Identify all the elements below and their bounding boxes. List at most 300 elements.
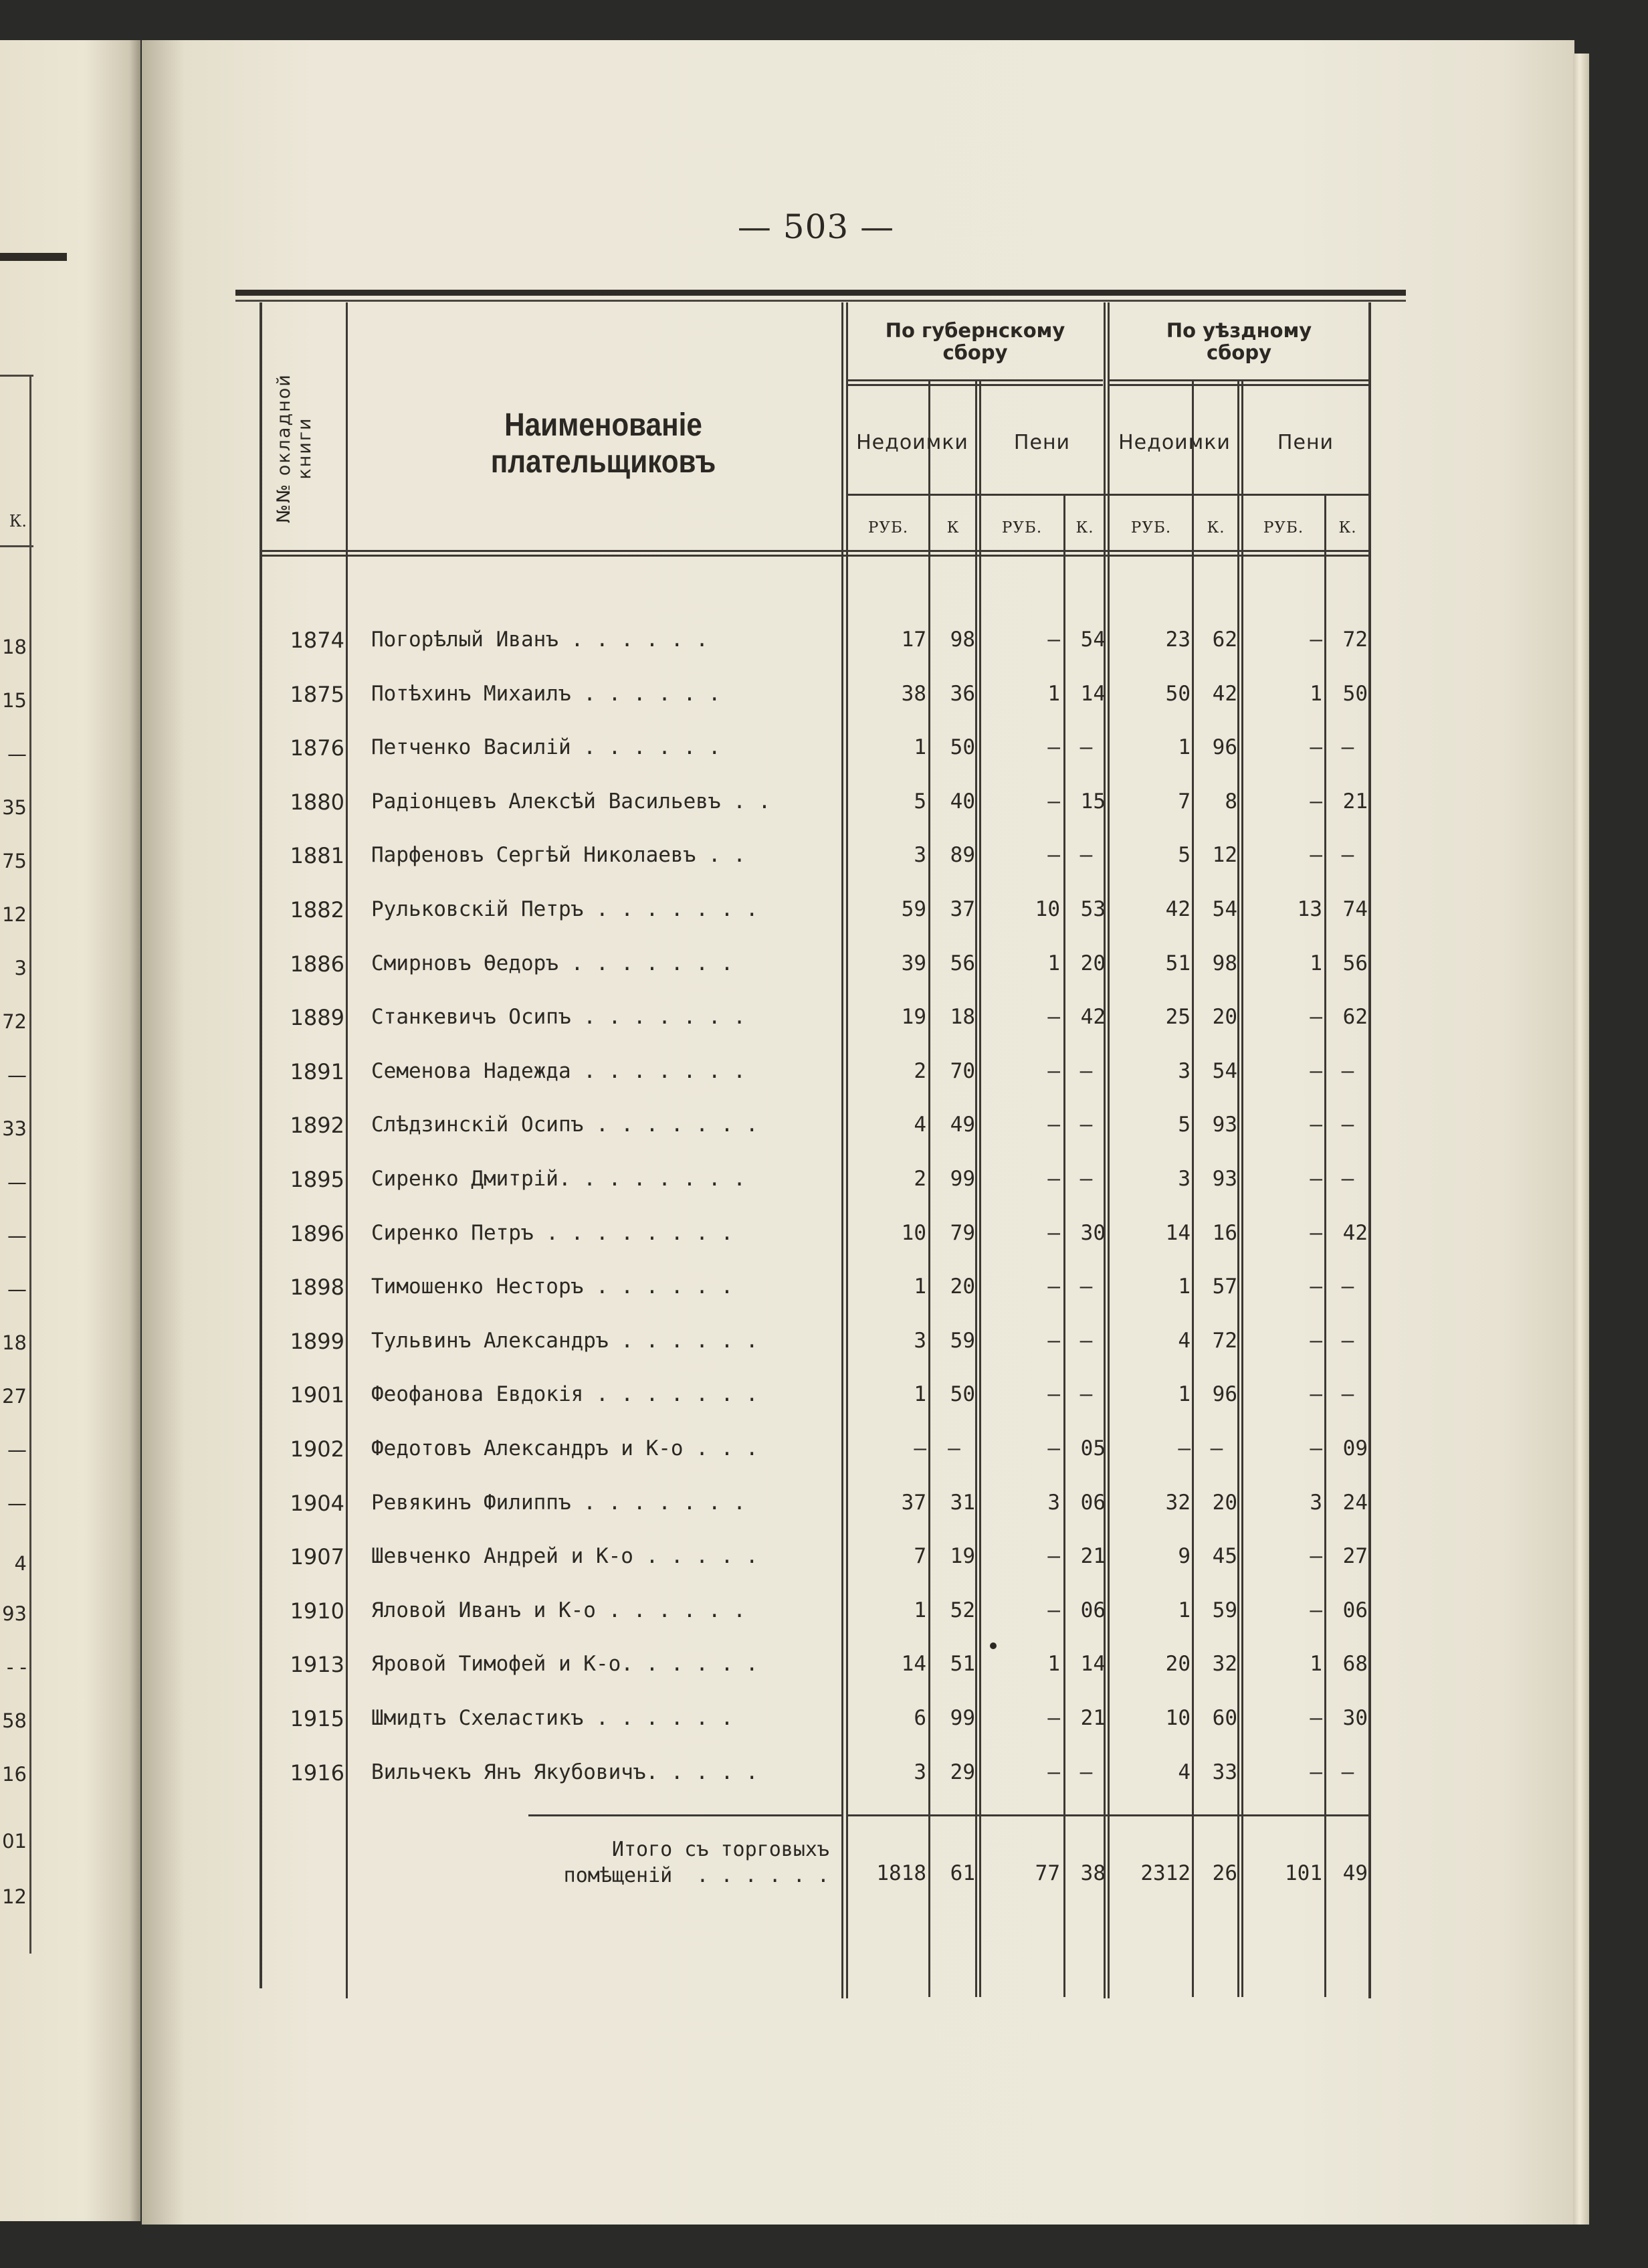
district-arrears-kop: 8: [1225, 789, 1237, 814]
previous-page-value: 18: [2, 636, 27, 658]
payer-name: Шмидтъ Схеластикъ . . . . . .: [371, 1706, 734, 1730]
table-row: [0, 682, 1648, 722]
provincial-arrears-kop: 50: [950, 1382, 975, 1406]
table-row: [0, 735, 1648, 775]
provincial-penalty-kop: 14: [1080, 682, 1106, 706]
table-row: [0, 1436, 1648, 1477]
district-arrears-kop: 16: [1212, 1221, 1237, 1245]
provincial-arrears-kop: 37: [950, 897, 975, 921]
district-arrears-kop: 33: [1212, 1760, 1237, 1784]
provincial-penalty-rub: —: [1047, 1274, 1060, 1299]
district-penalty-rub: —: [1310, 789, 1322, 814]
district-penalty-kop: —: [1341, 1167, 1354, 1191]
ledger-number: 1901: [290, 1382, 344, 1408]
payer-name: Феофанова Евдокія . . . . . . .: [371, 1382, 758, 1406]
kop-header: К.: [1338, 519, 1357, 537]
district-penalty-rub: —: [1310, 1167, 1322, 1191]
rub-header: РУБ.: [1001, 519, 1043, 537]
payer-name: Сиренко Петръ . . . . . . . .: [371, 1221, 734, 1245]
district-arrears-rub: 14: [1165, 1221, 1191, 1245]
kop-header: К.: [1207, 519, 1225, 537]
district-arrears-rub: 1: [1178, 735, 1191, 759]
provincial-arrears-kop: 98: [950, 628, 975, 652]
total-provincial-penalty-rub: 77: [1035, 1861, 1060, 1885]
provincial-arrears-rub: 14: [901, 1652, 926, 1676]
previous-page-value: 12: [2, 1885, 27, 1908]
previous-page-value: —: [7, 743, 27, 765]
district-penalty-kop: —: [1341, 1382, 1354, 1406]
district-penalty-rub: —: [1310, 843, 1322, 867]
district-penalty-rub: —: [1310, 1274, 1322, 1299]
previous-page-value: 4: [14, 1552, 27, 1575]
table-row: [0, 1221, 1648, 1261]
district-arrears-rub: 51: [1165, 951, 1191, 975]
provincial-arrears-header: Недоимки: [856, 431, 968, 454]
total-provincial-arrears-rub: 1818: [876, 1861, 926, 1885]
provincial-arrears-kop: 29: [950, 1760, 975, 1784]
table-row: [0, 1113, 1648, 1153]
district-arrears-rub: 3: [1178, 1167, 1191, 1191]
ledger-number: 1875: [290, 682, 344, 707]
provincial-levy-header: По губернскому сбору: [885, 319, 1065, 365]
district-arrears-header: Недоимки: [1118, 431, 1231, 454]
table-row: [0, 628, 1648, 668]
payer-name: Станкевичъ Осипъ . . . . . . .: [371, 1005, 746, 1029]
district-penalty-rub: —: [1310, 1706, 1322, 1730]
ledger-number: 1898: [290, 1274, 344, 1300]
payer-name: Парфеновъ Сергѣй Николаевъ . .: [371, 843, 746, 867]
provincial-penalty-kop: —: [1079, 843, 1093, 867]
ledger-number: 1882: [290, 897, 344, 923]
payer-name: Федотовъ Александръ и К-о . . .: [371, 1436, 758, 1460]
district-penalty-kop: 24: [1342, 1491, 1368, 1515]
provincial-penalty-kop: —: [1079, 1760, 1093, 1784]
provincial-arrears-rub: 17: [901, 628, 926, 652]
provincial-arrears-kop: 89: [950, 843, 975, 867]
provincial-penalty-rub: —: [1047, 789, 1060, 814]
previous-page-value: 72: [2, 1010, 27, 1033]
provincial-arrears-rub: 4: [914, 1113, 926, 1137]
payer-name: Слѣдзинскій Осипъ . . . . . . .: [371, 1113, 758, 1137]
payer-name: Вильчекъ Янъ Якубовичъ. . . . .: [371, 1760, 758, 1784]
district-arrears-kop: 72: [1212, 1329, 1237, 1353]
provincial-arrears-rub: 1: [914, 1598, 926, 1622]
district-arrears-kop: 20: [1212, 1491, 1237, 1515]
total-district-penalty-rub: 101: [1285, 1861, 1322, 1885]
payer-name: Радіонцевъ Алексѣй Васильевъ . .: [371, 789, 771, 814]
ink-speck: [990, 1642, 997, 1649]
provincial-arrears-rub: 2: [914, 1059, 926, 1083]
ledger-number: 1913: [290, 1652, 344, 1677]
district-arrears-kop: 54: [1212, 1059, 1237, 1083]
district-arrears-rub: 50: [1165, 682, 1191, 706]
district-penalty-kop: —: [1341, 1113, 1354, 1137]
previous-page-value: 18: [2, 1331, 27, 1354]
rub-header: РУБ.: [867, 519, 909, 537]
previous-page-value: 27: [2, 1385, 27, 1408]
district-penalty-kop: 50: [1342, 682, 1368, 706]
provincial-arrears-kop: 99: [950, 1706, 975, 1730]
district-arrears-kop: 62: [1212, 628, 1237, 652]
table-row: [0, 897, 1648, 937]
provincial-penalty-kop: —: [1079, 1113, 1093, 1137]
district-penalty-rub: —: [1310, 1544, 1322, 1568]
provincial-penalty-rub: —: [1047, 1706, 1060, 1730]
provincial-arrears-rub: 5: [914, 789, 926, 814]
provincial-penalty-header: Пени: [1013, 431, 1071, 454]
provincial-arrears-rub: —: [914, 1436, 926, 1460]
district-penalty-kop: 74: [1342, 897, 1368, 921]
district-arrears-kop: 96: [1212, 735, 1237, 759]
total-district-arrears-kop: 26: [1212, 1861, 1237, 1885]
ledger-number: 1886: [290, 951, 344, 977]
ledger-number: 1902: [290, 1436, 344, 1462]
provincial-arrears-rub: 19: [901, 1005, 926, 1029]
provincial-penalty-rub: —: [1047, 1113, 1060, 1137]
district-arrears-kop: 59: [1212, 1598, 1237, 1622]
previous-page-value: —: [7, 1438, 27, 1461]
previous-page-rule: [0, 375, 33, 377]
district-penalty-kop: 68: [1342, 1652, 1368, 1676]
kop-header: К.: [1075, 519, 1094, 537]
previous-page-value: 35: [2, 796, 27, 819]
provincial-penalty-rub: —: [1047, 1221, 1060, 1245]
provincial-arrears-kop: 31: [950, 1491, 975, 1515]
provincial-arrears-kop: 40: [950, 789, 975, 814]
provincial-arrears-rub: 37: [901, 1491, 926, 1515]
district-arrears-rub: 1: [1178, 1274, 1191, 1299]
provincial-arrears-kop: 56: [950, 951, 975, 975]
payer-name: Смирновъ Өедоръ . . . . . . .: [371, 951, 734, 975]
provincial-penalty-kop: 20: [1080, 951, 1106, 975]
district-penalty-rub: —: [1310, 1329, 1322, 1353]
district-arrears-rub: 5: [1178, 843, 1191, 867]
district-penalty-rub: 1: [1310, 682, 1322, 706]
previous-page-value: 93: [2, 1602, 27, 1625]
district-arrears-rub: 1: [1178, 1598, 1191, 1622]
district-arrears-kop: 98: [1212, 951, 1237, 975]
provincial-arrears-kop: 52: [950, 1598, 975, 1622]
district-arrears-rub: 23: [1165, 628, 1191, 652]
provincial-penalty-rub: —: [1047, 735, 1060, 759]
table-row: [0, 1491, 1648, 1531]
district-penalty-kop: —: [1341, 1760, 1354, 1784]
previous-page-value: —: [7, 1064, 27, 1086]
ledger-number: 1880: [290, 789, 344, 815]
district-penalty-rub: 1: [1310, 951, 1322, 975]
provincial-arrears-rub: 1: [914, 1274, 926, 1299]
provincial-penalty-kop: 42: [1080, 1005, 1106, 1029]
table-row: [0, 951, 1648, 991]
provincial-arrears-rub: 2: [914, 1167, 926, 1191]
provincial-arrears-rub: 38: [901, 682, 926, 706]
previous-page-value: —: [7, 1278, 27, 1301]
table-row: [0, 843, 1648, 883]
district-levy-header: По уѣздному сбору: [1166, 319, 1312, 365]
previous-page-value: 75: [2, 850, 27, 872]
district-penalty-rub: —: [1310, 1059, 1322, 1083]
district-arrears-kop: 96: [1212, 1382, 1237, 1406]
provincial-arrears-kop: 19: [950, 1544, 975, 1568]
district-penalty-kop: —: [1341, 1274, 1354, 1299]
provincial-arrears-kop: 99: [950, 1167, 975, 1191]
previous-page-value: 3: [14, 957, 27, 979]
district-penalty-kop: —: [1341, 843, 1354, 867]
table-row: [0, 1005, 1648, 1045]
district-arrears-kop: 45: [1212, 1544, 1237, 1568]
provincial-penalty-kop: —: [1079, 1329, 1093, 1353]
provincial-penalty-rub: —: [1047, 1167, 1060, 1191]
rub-header: РУБ.: [1130, 519, 1172, 537]
district-penalty-rub: —: [1310, 1760, 1322, 1784]
table-row: [0, 1598, 1648, 1638]
previous-page-value: —: [7, 1492, 27, 1515]
provincial-penalty-rub: —: [1047, 843, 1060, 867]
provincial-penalty-rub: —: [1047, 1544, 1060, 1568]
ledger-number: 1876: [290, 735, 344, 761]
district-penalty-kop: 42: [1342, 1221, 1368, 1245]
district-penalty-kop: 09: [1342, 1436, 1368, 1460]
provincial-arrears-kop: 50: [950, 735, 975, 759]
previous-page-kop-header: К.: [9, 512, 27, 531]
previous-page-rule: [0, 545, 33, 547]
provincial-arrears-rub: 10: [901, 1221, 926, 1245]
table-row: [0, 1167, 1648, 1207]
total-provincial-arrears-kop: 61: [950, 1861, 975, 1885]
ledger-number: 1915: [290, 1706, 344, 1731]
total-district-arrears-rub: 2312: [1140, 1861, 1191, 1885]
district-penalty-rub: 13: [1297, 897, 1322, 921]
provincial-penalty-rub: 10: [1035, 897, 1060, 921]
payer-name: Яровой Тимофей и К-о. . . . . .: [371, 1652, 758, 1676]
provincial-penalty-kop: 54: [1080, 628, 1106, 652]
provincial-arrears-kop: 36: [950, 682, 975, 706]
provincial-arrears-kop: 59: [950, 1329, 975, 1353]
previous-page-value: 15: [2, 689, 27, 712]
table-row: [0, 1760, 1648, 1800]
previous-page-value: 12: [2, 903, 27, 926]
provincial-penalty-rub: 1: [1047, 1652, 1060, 1676]
provincial-arrears-rub: 1: [914, 1382, 926, 1406]
provincial-arrears-rub: 59: [901, 897, 926, 921]
payer-name: Потѣхинъ Михаилъ . . . . . .: [371, 682, 721, 706]
district-arrears-rub: 32: [1165, 1491, 1191, 1515]
district-arrears-rub: 4: [1178, 1329, 1191, 1353]
ledger-number: 1904: [290, 1491, 344, 1516]
previous-page-value: 33: [2, 1117, 27, 1140]
payer-name: Рульковскій Петръ . . . . . . .: [371, 897, 758, 921]
previous-page-value: —: [7, 1224, 27, 1247]
provincial-penalty-rub: —: [1047, 1436, 1060, 1460]
header-rule: [235, 290, 1406, 296]
ledger-number: 1889: [290, 1005, 344, 1030]
provincial-penalty-kop: 14: [1080, 1652, 1106, 1676]
district-penalty-rub: —: [1310, 1221, 1322, 1245]
district-arrears-rub: 4: [1178, 1760, 1191, 1784]
payer-name: Семенова Надежда . . . . . . .: [371, 1059, 746, 1083]
provincial-penalty-kop: 06: [1080, 1491, 1106, 1515]
district-penalty-kop: —: [1341, 735, 1354, 759]
provincial-arrears-rub: 39: [901, 951, 926, 975]
table-row: [0, 1544, 1648, 1584]
district-penalty-kop: 27: [1342, 1544, 1368, 1568]
district-penalty-rub: —: [1310, 1436, 1322, 1460]
provincial-arrears-rub: 7: [914, 1544, 926, 1568]
district-arrears-kop: 32: [1212, 1652, 1237, 1676]
provincial-penalty-kop: 30: [1080, 1221, 1106, 1245]
district-penalty-kop: —: [1341, 1059, 1354, 1083]
district-penalty-rub: —: [1310, 628, 1322, 652]
district-arrears-kop: —: [1210, 1436, 1223, 1460]
district-penalty-rub: —: [1310, 1382, 1322, 1406]
district-penalty-kop: 30: [1342, 1706, 1368, 1730]
page-number: — 503 —: [737, 207, 895, 246]
provincial-penalty-kop: —: [1079, 1059, 1093, 1083]
district-penalty-rub: —: [1310, 1113, 1322, 1137]
header-rule-thin: [235, 300, 1406, 302]
ledger-number: 1896: [290, 1221, 344, 1246]
district-arrears-kop: 54: [1212, 897, 1237, 921]
table-row: [0, 1652, 1648, 1692]
ledger-number-header: №№ окладной книги: [273, 373, 316, 523]
district-penalty-header: Пени: [1277, 431, 1334, 454]
rub-header: РУБ.: [1263, 519, 1304, 537]
ledger-number: 1907: [290, 1544, 344, 1570]
provincial-arrears-rub: 1: [914, 735, 926, 759]
district-arrears-rub: 20: [1165, 1652, 1191, 1676]
payer-name: Сиренко Дмитрій. . . . . . . .: [371, 1167, 746, 1191]
provincial-arrears-kop: 79: [950, 1221, 975, 1245]
table-row: [0, 1382, 1648, 1422]
payer-name: Ревякинъ Филиппъ . . . . . . .: [371, 1491, 746, 1515]
provincial-arrears-kop: —: [948, 1436, 960, 1460]
district-arrears-rub: 42: [1165, 897, 1191, 921]
district-penalty-kop: 56: [1342, 951, 1368, 975]
ledger-number: 1899: [290, 1329, 344, 1354]
table-row: [0, 1329, 1648, 1369]
total-district-penalty-kop: 49: [1342, 1861, 1368, 1885]
payer-name: Петченко Василій . . . . . .: [371, 735, 721, 759]
payer-name: Тимошенко Несторъ . . . . . .: [371, 1274, 734, 1299]
table-row: [0, 1274, 1648, 1315]
provincial-penalty-kop: 53: [1080, 897, 1106, 921]
provincial-arrears-rub: 3: [914, 1760, 926, 1784]
provincial-arrears-kop: 18: [950, 1005, 975, 1029]
total-row: [0, 1861, 1648, 1901]
district-penalty-rub: 3: [1310, 1491, 1322, 1515]
district-arrears-kop: 93: [1212, 1167, 1237, 1191]
district-arrears-kop: 57: [1212, 1274, 1237, 1299]
previous-page-value: 58: [2, 1709, 27, 1732]
provincial-penalty-kop: 21: [1080, 1544, 1106, 1568]
provincial-penalty-rub: 1: [1047, 951, 1060, 975]
provincial-penalty-rub: —: [1047, 628, 1060, 652]
provincial-penalty-rub: —: [1047, 1005, 1060, 1029]
district-penalty-kop: 06: [1342, 1598, 1368, 1622]
ledger-number: 1895: [290, 1167, 344, 1192]
total-label: Итого съ торговыхъ помѣщеній . . . . . .: [563, 1838, 829, 1887]
district-arrears-rub: 3: [1178, 1059, 1191, 1083]
provincial-penalty-kop: —: [1079, 735, 1093, 759]
provincial-penalty-kop: —: [1079, 1167, 1093, 1191]
district-penalty-rub: —: [1310, 735, 1322, 759]
provincial-penalty-kop: —: [1079, 1274, 1093, 1299]
district-arrears-rub: 10: [1165, 1706, 1191, 1730]
district-penalty-kop: 21: [1342, 789, 1368, 814]
provincial-penalty-rub: —: [1047, 1059, 1060, 1083]
provincial-penalty-rub: —: [1047, 1329, 1060, 1353]
provincial-penalty-rub: —: [1047, 1598, 1060, 1622]
district-arrears-rub: 25: [1165, 1005, 1191, 1029]
payer-name: Погорѣлый Иванъ . . . . . .: [371, 628, 708, 652]
ledger-number: 1874: [290, 628, 344, 653]
district-penalty-kop: 72: [1342, 628, 1368, 652]
provincial-arrears-kop: 51: [950, 1652, 975, 1676]
district-arrears-kop: 12: [1212, 843, 1237, 867]
district-arrears-rub: 5: [1178, 1113, 1191, 1137]
table-row: [0, 1059, 1648, 1099]
district-arrears-kop: 42: [1212, 682, 1237, 706]
district-arrears-kop: 93: [1212, 1113, 1237, 1137]
previous-page-value: 16: [2, 1763, 27, 1786]
ledger-number: 1881: [290, 843, 344, 868]
district-arrears-rub: 9: [1178, 1544, 1191, 1568]
provincial-penalty-kop: —: [1079, 1382, 1093, 1406]
district-penalty-rub: 1: [1310, 1652, 1322, 1676]
district-penalty-rub: —: [1310, 1005, 1322, 1029]
provincial-arrears-rub: 3: [914, 843, 926, 867]
district-arrears-kop: 20: [1212, 1005, 1237, 1029]
district-penalty-kop: —: [1341, 1329, 1354, 1353]
provincial-arrears-rub: 6: [914, 1706, 926, 1730]
district-penalty-kop: 62: [1342, 1005, 1368, 1029]
provincial-penalty-kop: 05: [1080, 1436, 1106, 1460]
payer-name: Тульвинъ Александръ . . . . . .: [371, 1329, 758, 1353]
provincial-arrears-kop: 20: [950, 1274, 975, 1299]
ledger-number: 1892: [290, 1113, 344, 1138]
ledger-number: 1916: [290, 1760, 344, 1786]
provincial-penalty-rub: —: [1047, 1760, 1060, 1784]
ledger-number: 1891: [290, 1059, 344, 1084]
district-arrears-rub: 1: [1178, 1382, 1191, 1406]
total-provincial-penalty-kop: 38: [1080, 1861, 1106, 1885]
ledger-number: 1910: [290, 1598, 344, 1624]
provincial-penalty-kop: 06: [1080, 1598, 1106, 1622]
district-arrears-kop: 60: [1212, 1706, 1237, 1730]
provincial-penalty-kop: 21: [1080, 1706, 1106, 1730]
district-arrears-rub: —: [1178, 1436, 1191, 1460]
previous-page-value: —: [7, 1171, 27, 1194]
district-penalty-rub: —: [1310, 1598, 1322, 1622]
provincial-penalty-rub: 3: [1047, 1491, 1060, 1515]
table-row: [0, 789, 1648, 830]
payer-name: Яловой Иванъ и К-о . . . . . .: [371, 1598, 746, 1622]
provincial-penalty-rub: 1: [1047, 682, 1060, 706]
provincial-penalty-kop: 15: [1080, 789, 1106, 814]
provincial-arrears-rub: 3: [914, 1329, 926, 1353]
district-arrears-rub: 7: [1178, 789, 1191, 814]
previous-page-value: 01: [2, 1830, 27, 1853]
previous-page-rule: [0, 253, 67, 261]
provincial-arrears-kop: 49: [950, 1113, 975, 1137]
payer-name: Шевченко Андрей и К-о . . . . .: [371, 1544, 758, 1568]
previous-page-value: - -: [6, 1656, 27, 1679]
table-row: [0, 1706, 1648, 1746]
provincial-penalty-rub: —: [1047, 1382, 1060, 1406]
kop-header: К: [946, 519, 960, 537]
payer-name-header: Наименованіе плательщиковъ: [490, 407, 716, 480]
provincial-arrears-kop: 70: [950, 1059, 975, 1083]
